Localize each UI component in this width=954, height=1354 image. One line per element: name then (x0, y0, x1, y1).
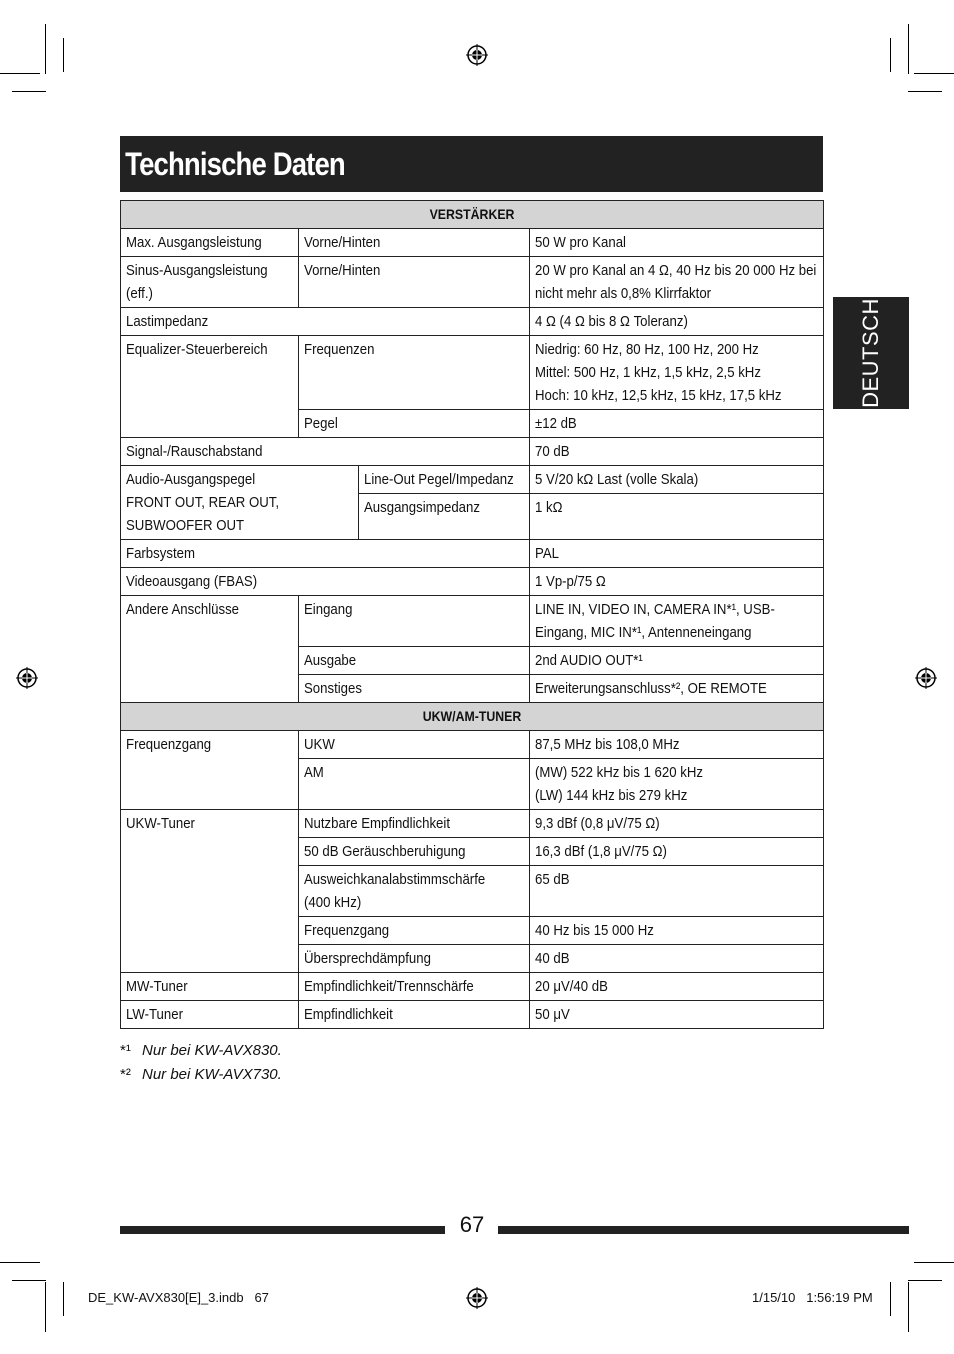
registration-mark-icon (915, 667, 937, 689)
crop-mark (914, 1262, 954, 1263)
table-row (121, 257, 824, 308)
table-cell: Ausgabe (299, 647, 530, 675)
crop-mark (12, 91, 46, 92)
table-cell: Ausgangsimpedanz (359, 494, 530, 540)
table-cell: 5 V/20 kΩ Last (volle Skala) (530, 466, 824, 494)
crop-mark (908, 91, 942, 92)
table-cell: Niedrig: 60 Hz, 80 Hz, 100 Hz, 200 Hz Mittel: 500 Hz, 1 kHz, 1,5 kHz, 2,5 kHz Hoch: 10 kHz, 12,5 kHz, 15 kHz, 17,5 kHz (530, 336, 824, 410)
table-cell: Frequenzen (299, 336, 530, 410)
section-header-row (121, 703, 824, 731)
crop-mark (63, 38, 64, 72)
footnote-mark: *² (120, 1066, 131, 1083)
table-row (121, 229, 824, 257)
table-row (121, 308, 824, 336)
table-cell: Ausweichkanalabstimmschärfe (400 kHz) (299, 866, 530, 917)
table-cell: Lastimpedanz (121, 308, 530, 336)
footer-rule-left (120, 1226, 445, 1234)
crop-mark (12, 1280, 46, 1281)
title-bar (120, 136, 823, 192)
page-number: 67 (459, 1212, 485, 1237)
slug-file: DE_KW-AVX830[E]_3.indb 67 (88, 1290, 269, 1305)
table-row (121, 973, 824, 1001)
footnote (120, 1042, 282, 1059)
table-cell: 1 Vp-p/75 Ω (530, 568, 824, 596)
table-cell: Empfindlichkeit (299, 1001, 530, 1029)
table-cell: Vorne/Hinten (299, 257, 530, 308)
crop-mark (45, 1282, 46, 1332)
table-cell: Erweiterungsanschluss*², OE REMOTE (530, 675, 824, 703)
table-row (121, 810, 824, 838)
table-cell: MW-Tuner (121, 973, 299, 1001)
table-cell: Farbsystem (121, 540, 530, 568)
table-cell: ±12 dB (530, 410, 824, 438)
crop-mark (63, 1282, 64, 1316)
table-cell: Videoausgang (FBAS) (121, 568, 530, 596)
table-cell: 50 μV (530, 1001, 824, 1029)
language-tab (833, 297, 909, 409)
table-cell: 87,5 MHz bis 108,0 MHz (530, 731, 824, 759)
table-cell: 20 W pro Kanal an 4 Ω, 40 Hz bis 20 000 Hz bei nicht mehr als 0,8% Klirrfaktor (530, 257, 824, 308)
table-row (121, 336, 824, 410)
page-title: Technische Daten (125, 146, 345, 182)
table-row (121, 731, 824, 759)
table-cell: Empfindlichkeit/Trennschärfe (299, 973, 530, 1001)
section-header: VERSTÄRKER (121, 201, 824, 229)
table-cell: Signal-/Rauschabstand (121, 438, 530, 466)
language-tab-label: DEUTSCH (858, 298, 883, 408)
table-cell: LW-Tuner (121, 1001, 299, 1029)
crop-mark (0, 73, 40, 74)
section-header: UKW/AM-TUNER (121, 703, 824, 731)
table-cell: 9,3 dBf (0,8 μV/75 Ω) (530, 810, 824, 838)
table-cell: Nutzbare Empfindlichkeit (299, 810, 530, 838)
table-cell: Max. Ausgangsleistung (121, 229, 299, 257)
crop-mark (890, 1282, 891, 1316)
table-cell: 40 dB (530, 945, 824, 973)
table-cell: Andere Anschlüsse (121, 596, 299, 703)
table-cell: UKW-Tuner (121, 810, 299, 973)
footnote-mark: *¹ (120, 1042, 131, 1059)
table-cell: Sonstiges (299, 675, 530, 703)
footnote (120, 1066, 282, 1083)
registration-mark-icon (466, 1287, 488, 1309)
table-cell: 16,3 dBf (1,8 μV/75 Ω) (530, 838, 824, 866)
spec-table (120, 200, 824, 1029)
crop-mark (908, 1282, 909, 1332)
table-row (121, 568, 824, 596)
table-row (121, 1001, 824, 1029)
section-header-row (121, 201, 824, 229)
crop-mark (0, 1262, 40, 1263)
table-cell: Eingang (299, 596, 530, 647)
table-cell: 2nd AUDIO OUT*¹ (530, 647, 824, 675)
registration-mark-icon (16, 667, 38, 689)
registration-mark-icon (466, 44, 488, 66)
table-cell: PAL (530, 540, 824, 568)
table-cell: 4 Ω (4 Ω bis 8 Ω Toleranz) (530, 308, 824, 336)
table-row (121, 466, 824, 494)
table-cell: 50 W pro Kanal (530, 229, 824, 257)
table-cell (121, 257, 299, 308)
table-cell: 65 dB (530, 866, 824, 917)
crop-mark (45, 24, 46, 74)
table-cell: UKW (299, 731, 530, 759)
wrap-cell: Sinus-Ausgangsleistung (eff.) (126, 262, 268, 302)
table-cell: Line-Out Pegel/Impedanz (359, 466, 530, 494)
slug-date: 1/15/10 1:56:19 PM (752, 1290, 873, 1305)
table-cell: 1 kΩ (530, 494, 824, 540)
table-cell: Übersprechdämpfung (299, 945, 530, 973)
crop-mark (908, 24, 909, 74)
table-cell: 70 dB (530, 438, 824, 466)
table-cell: Vorne/Hinten (299, 229, 530, 257)
table-cell: AM (299, 759, 530, 810)
table-cell: Frequenzgang (121, 731, 299, 810)
table-row (121, 596, 824, 647)
table-cell: Pegel (299, 410, 530, 438)
table-cell: 40 Hz bis 15 000 Hz (530, 917, 824, 945)
crop-mark (908, 1280, 942, 1281)
crop-mark (914, 73, 954, 74)
footnote-text: Nur bei KW-AVX830. (142, 1042, 282, 1059)
table-row (121, 540, 824, 568)
table-row (121, 438, 824, 466)
table-cell: LINE IN, VIDEO IN, CAMERA IN*¹, USB-Eingang, MIC IN*¹, Antenneneingang (530, 596, 824, 647)
table-cell: (MW) 522 kHz bis 1 620 kHz (LW) 144 kHz bis 279 kHz (530, 759, 824, 810)
crop-mark (890, 38, 891, 72)
table-cell: Audio-Ausgangspegel FRONT OUT, REAR OUT, SUBWOOFER OUT (121, 466, 359, 540)
table-cell: Frequenzgang (299, 917, 530, 945)
table-cell: Equalizer-Steuerbereich (121, 336, 299, 438)
table-cell: 20 μV/40 dB (530, 973, 824, 1001)
table-cell: 50 dB Geräuschberuhigung (299, 838, 530, 866)
footnote-text: Nur bei KW-AVX730. (142, 1066, 282, 1083)
footer-rule-right (498, 1226, 909, 1234)
